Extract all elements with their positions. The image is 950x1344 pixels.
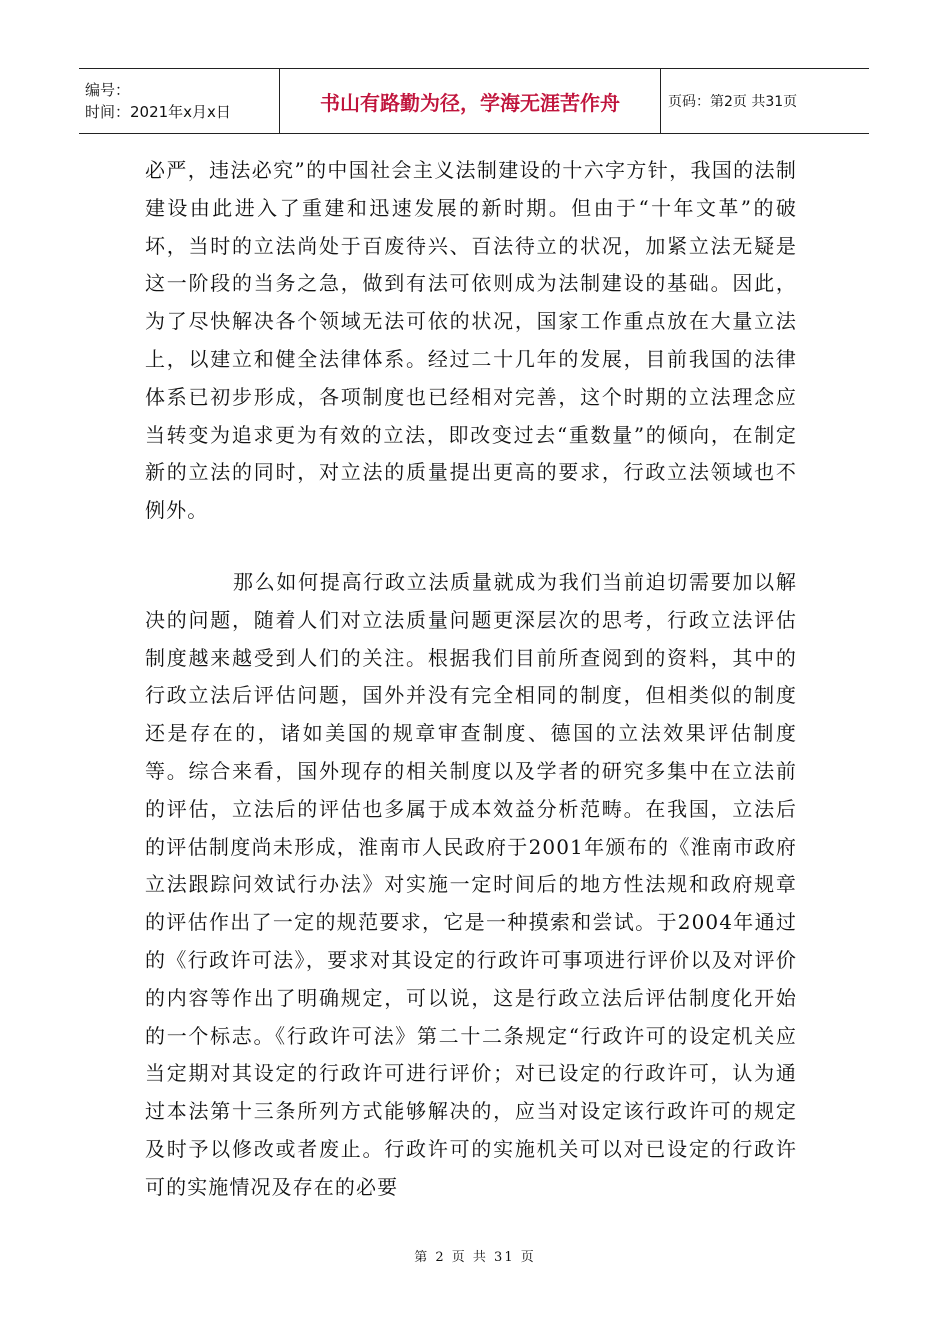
header-meta [79,69,280,133]
date-label: 时间：2021年x月x日 [85,103,231,121]
body-paragraph-1: 必严，违法必究”的中国社会主义法制建设的十六字方针，我国的法制建设由此进入了重建和迅速发展的新时期。但由于“十年文革”的破坏，当时的立法尚处于百废待兴、百法待立的状况，加紧立法无疑是这一阶段的当务之急，做到有法可依则成为法制建设的基础。因此，为了尽快解决各个领域无法可依的状况，国家工作重点放在大量立法上，以建立和健全法律体系。经过二十几年的发展，目前我国的法律体系已初步形成，各项制度也已经相对完善，这个时期的立法理念应当转变为追求更为有效的立法，即改变过去“重数量”的倾向，在制定新的立法的同时，对立法的质量提出更高的要求，行政立法领域也不例外。 [145,158,797,523]
page-footer: 第 2 页 共 31 页 [414,1250,536,1265]
serial-number-label: 编号： [85,81,131,99]
header-page-info: 页码：第2页 共31页 [668,94,798,110]
document-body [145,152,797,1207]
header-motto: 书山有路勤为径，学海无涯苦作舟 [280,69,661,133]
page-header [79,68,869,134]
body-paragraph-2: 那么如何提高行政立法质量就成为我们当前迫切需要加以解决的问题，随着人们对立法质量问题更深层次的思考，行政立法评估制度越来越受到人们的关注。根据我们目前所查阅到的资料，其中的行政立法后评估问题，国外并没有完全相同的制度，但相类似的制度还是存在的，诸如美国的规章审查制度、德国的立法效果评估制度等。综合来看，国外现存的相关制度以及学者的研究多集中在立法前的评估，立法后的评估也多属于成本效益分析范畴。在我国，立法后的评估制度尚未形成，淮南市人民政府于2001年颁布的《淮南市政府立法跟踪问效试行办法》对实施一定时间后的地方性法规和政府规章的评估作出了一定的规范要求，它是一种摸索和尝试。于2004年通过的《行政许可法》，要求对其设定的行政许可事项进行评价以及对评价的内容等作出了明确规定，可以说，这是行政立法后评估制度化开始的一个标志。《行政许可法》第二十二条规定“行政许可的设定机关应当定期对其设定的行政许可进行评价；对已设定的行政许可，认为通过本法第十三条所列方式能够解决的，应当对设定该行政许可的规定及时予以修改或者废止。行政许可的实施机关可以对已设定的行政许可的实施情况及存在的必要 [145,569,797,1199]
